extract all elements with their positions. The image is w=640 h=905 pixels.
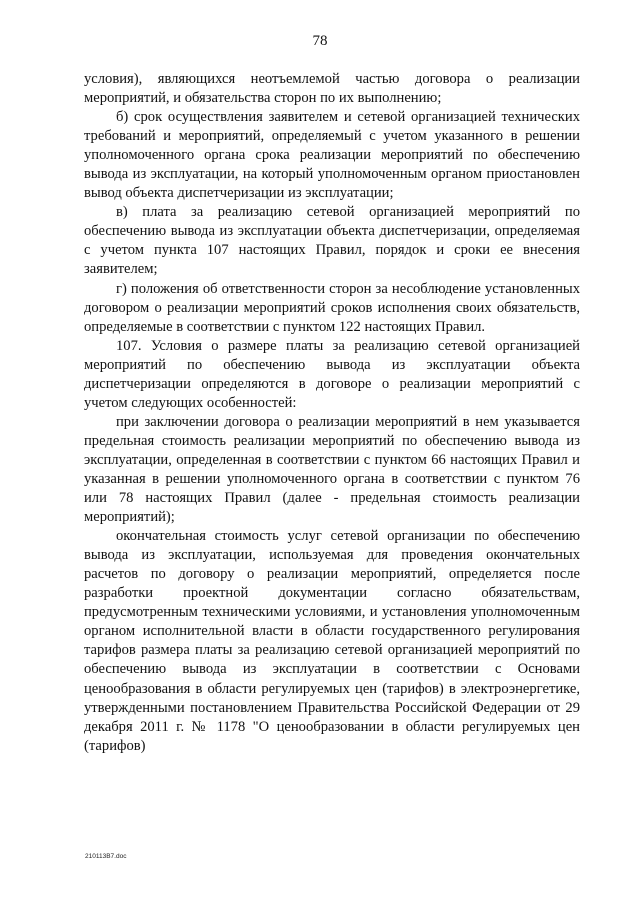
paragraph-item-v: в) плата за реализацию сетевой организацией мероприятий по обеспечению вывода из эксплуатации объекта диспетчеризации, определяемая с учетом пункта 107 настоящих Правил, порядок и сроки ее внесения заявителем; — [84, 204, 580, 278]
paragraph-final-cost: окончательная стоимость услуг сетевой организации по обеспечению вывода из эксплуатации, используемая для проведения окончательных расчетов по договору о реализации мероприятий, определяется после разработки проектной документации согласно обязательствам, предусмотренным техническими условиями, и установления уполномоченным органом исполнительной власти в области государственного регулирования тарифов размера платы за реализацию сетевой организацией мероприятий по обеспечению вывода из эксплуатации в соответствии с Основами ценообразования в области регулируемых цен (тарифов) в электроэнергетике, утвержденными постановлением Правительства Российской Федерации от 29 декабря 2011 г. № 1178 "О ценообразовании в области регулируемых цен (тарифов) — [84, 528, 580, 754]
paragraph-price-limit: при заключении договора о реализации мероприятий в нем указывается предельная стоимость реализации мероприятий по обеспечению вывода из эксплуатации, определенная в соответствии с пунктом 66 настоящих Правил и указанная в решении уполномоченного органа в соответствии с пунктом 76 или 78 настоящих Правил (далее - предельная стоимость реализации мероприятий); — [84, 413, 580, 526]
paragraph-item-g: г) положения об ответственности сторон за несоблюдение установленных договором о реализации мероприятий сроков исполнения своих обязательств, определяемые в соответствии с пунктом 122 настоящих Правил. — [84, 280, 580, 335]
page-number: 78 — [312, 33, 328, 49]
footer-document-code: 210113В7.doc — [85, 853, 127, 860]
paragraph-continuation: условия), являющихся неотъемлемой частью договора о реализации мероприятий, и обязательства сторон по их выполнению; — [84, 71, 580, 107]
paragraph-item-b: б) срок осуществления заявителем и сетевой организацией технических требований и мероприятий, определяемый с учетом указанного в решении уполномоченного органа срока реализации мероприятий по обеспечению вывода из эксплуатации, на который уполномоченным органом приостановлен вывод объекта диспетчеризации из эксплуатации; — [84, 109, 580, 202]
paragraph-clause-107: 107. Условия о размере платы за реализацию сетевой организацией мероприятий по обеспечению вывода из эксплуатации объекта диспетчеризации определяются в договоре о реализации мероприятий с учетом следующих особенностей: — [84, 337, 580, 411]
document-body — [84, 70, 580, 756]
